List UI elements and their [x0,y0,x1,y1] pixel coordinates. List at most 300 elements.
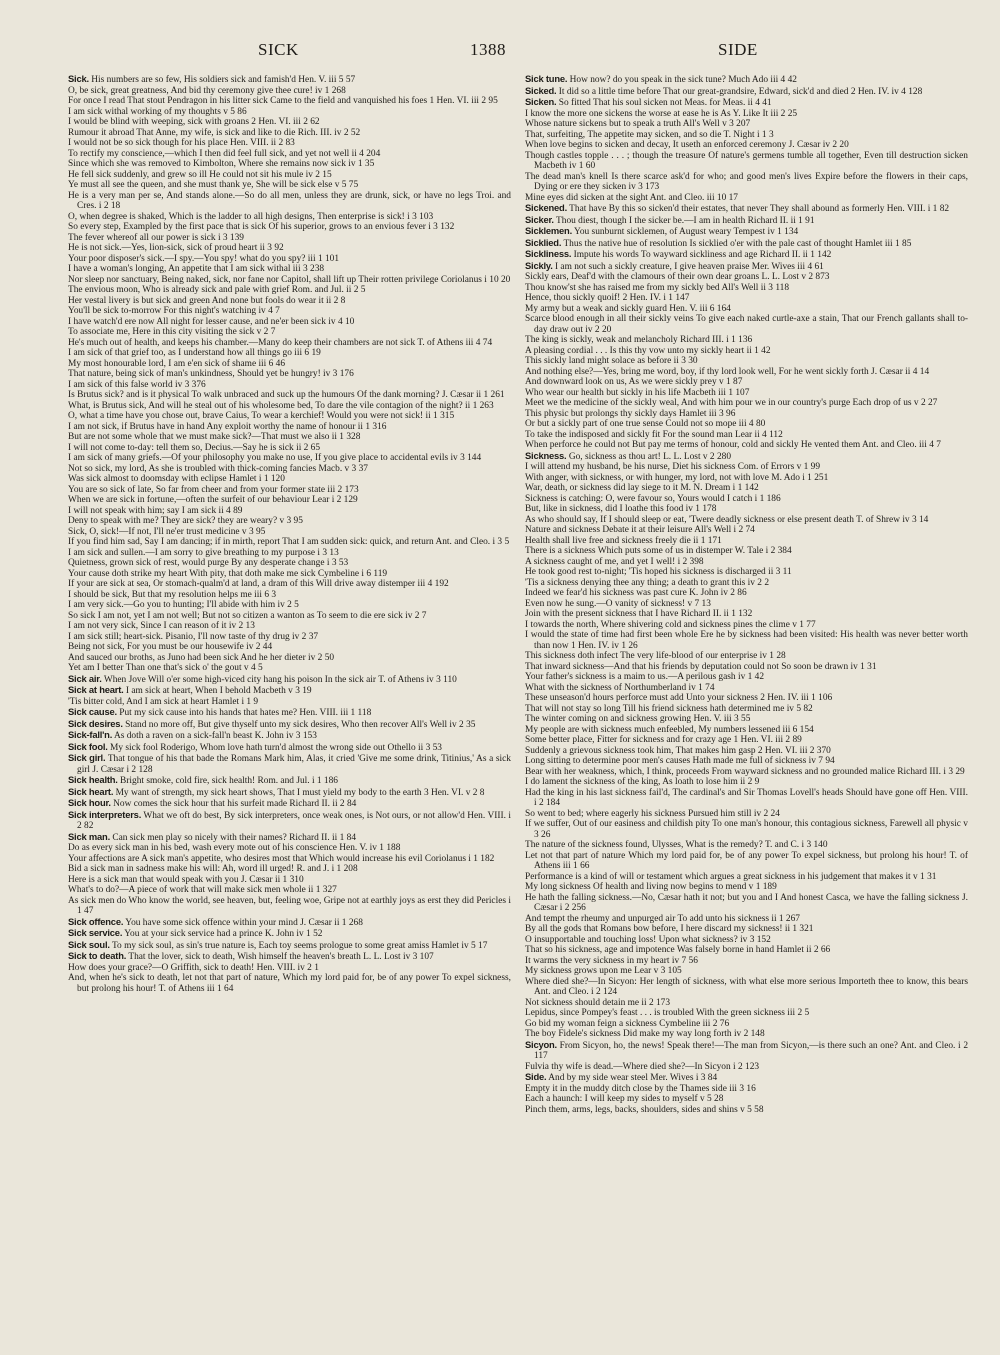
concordance-entry [68,107,511,118]
entry-quotation: I am sick of this false world iv 3 376 [68,379,206,390]
entry-quotation: I have watch'd ere now All night for lesser cause, and ne'er been sick iv 4 10 [68,316,355,327]
entry-quotation: Fulvia thy wife is dead.—Where died she?—In Sicyon i 2 123 [525,1061,760,1072]
concordance-entry [525,356,968,367]
concordance-entry [68,306,511,317]
concordance-entry [68,775,511,787]
entry-quotation: The nature of the sickness found, Ulysses, What is the remedy? T. and C. i 3 140 [525,840,828,850]
entry-headword: Sickliness. [525,248,572,259]
concordance-entry [68,753,511,775]
entry-quotation: Not sickness should detain me ii 2 173 [525,997,671,1008]
entry-quotation: To take the indisposed and sickly fit For the sound man Lear ii 4 112 [525,429,783,440]
entry-quotation: That have By this so sicken'd their estates, that never They shall abound as formerly Hen. VIII. i 1 82 [569,204,950,214]
entry-quotation: When love begins to sicken and decay, It useth an enforced ceremony J. Cæsar iv 2 20 [525,140,849,150]
entry-quotation: Or but a sickly part of one true sense Could not so mope iii 4 80 [525,419,766,429]
entry-quotation: Had the king in his last sickness fail'd, The cardinal's and Sir Thomas Lovell's heads Should have gone off Hen. VIII. i 2 184 [525,787,968,808]
entry-quotation: I do lament the sickness of the king, As loath to lose him ii 2 9 [525,777,760,787]
concordance-entry [68,411,511,422]
concordance-entry [68,951,511,963]
entry-headword: Sick. [68,74,89,84]
entry-quotation: My sick fool Roderigo, Whom love hath turn'd almost the wrong side out Othello ii 3 53 [110,742,442,753]
concordance-entry [68,685,511,697]
concordance-entry [525,567,968,578]
concordance-entry [525,140,968,151]
concordance-entry [525,494,968,505]
concordance-entry [68,390,511,401]
entry-quotation: Since which she was removed to Kimbolton, Where she remains now sick iv 1 35 [68,159,375,169]
entry-quotation: Health shall live free and sickness freely die ii 1 171 [525,535,722,546]
concordance-entry [525,546,968,557]
entry-quotation: My army but a weak and sickly guard Hen. V. iii 6 164 [525,303,731,314]
concordance-entry [68,380,511,391]
concordance-entry [68,317,511,328]
concordance-entry [68,663,511,674]
concordance-entry [525,462,968,473]
entry-quotation: Though castles topple . . . ; though the treasure Of nature's germens tumble all together, Even till destruction sicken Macbeth iv 1 60 [525,150,968,171]
entry-quotation: You sunburnt sicklemen, of August weary Tempest iv 1 134 [574,227,799,237]
concordance-entry [525,504,968,515]
concordance-entry [525,293,968,304]
entry-quotation: He hath the falling sickness.—No, Cæsar hath it not; but you and I And honest Casca, we have the falling sickness J. Cæsar i 2 256 [525,892,968,913]
concordance-entry [525,314,968,335]
concordance-entry [525,714,968,725]
entry-quotation: Thou know'st she has raised me from my sickly bed All's Well ii 3 118 [525,282,790,293]
entry-headword: Sicklied. [525,236,562,248]
concordance-entry [68,401,511,412]
entry-quotation: Meet we the medicine of the sickly weal, And with him pour we in our country's purge Each drop of us v 2 27 [525,398,938,408]
entry-quotation: I know the more one sickens the worse at ease he is As Y. Like It iii 2 25 [525,108,798,119]
entry-quotation: Impute his words To wayward sickliness and age Richard II. ii 1 142 [573,250,832,260]
page-number: 1388 [470,40,506,59]
entry-headword: Sick to death. [68,950,127,961]
concordance-entry [68,243,511,254]
concordance-entry [525,725,968,736]
entry-quotation: Who wear our health but sickly in his life Macbeth iii 1 107 [525,387,750,398]
entry-quotation: To rectify my conscience,—which I then did feel full sick, and yet not well ii 4 204 [68,148,381,159]
entry-quotation: I towards the north, Where shivering cold and sickness pines the clime v 1 77 [525,619,816,630]
entry-quotation: To associate me, Here in this city visiting the sick v 2 7 [68,327,276,337]
entry-quotation: Hence, thou sickly quoif! 2 Hen. IV. i 1 147 [525,293,690,303]
entry-quotation: I am sick at heart, When I behold Macbeth v 3 19 [125,686,312,696]
entry-quotation: That inward sickness—And that his friends by deputation could not So soon be drawn iv 1 31 [525,661,877,672]
concordance-entry [68,642,511,653]
concordance-entry [68,697,511,708]
entry-quotation: O insupportable and touching loss! Upon what sickness? iv 3 152 [525,934,771,945]
concordance-entry [525,1084,968,1095]
concordance-entry [68,854,511,865]
concordance-entry [68,264,511,275]
concordance-entry [68,128,511,139]
concordance-entry [68,600,511,611]
right-column [525,74,968,1339]
entry-quotation: What we oft do best, By sick interpreters, once weak ones, is Not ours, or not allow'd Hen. VIII. i 2 82 [77,810,511,831]
entry-quotation: What's to do?—A piece of work that will make sick men whole ii 1 327 [68,885,337,895]
concordance-entry [68,254,511,265]
entry-quotation: I am sick and sullen.—I am sorry to give breathing to my purpose i 3 13 [68,547,339,558]
entry-quotation: Yet am I better Than one that's sick o' the gout v 4 5 [68,663,263,673]
entry-quotation: Your poor disposer's sick.—I spy.—You spy! what do you spy? iii 1 101 [68,253,340,264]
concordance-entry [525,97,968,109]
entry-headword: Sick soul. [68,938,110,950]
entry-quotation: That the lover, sick to death, Wish himself the heaven's breath L. L. Lost iv 3 107 [128,952,434,962]
concordance-entry [68,138,511,149]
concordance-entry [68,864,511,875]
concordance-entry [525,388,968,399]
concordance-entry [68,928,511,940]
entry-quotation: Join with the present sickness that I have Richard II. ii 1 132 [525,609,753,619]
concordance-entry [525,193,968,204]
entry-quotation: Empty it in the muddy ditch close by the Thames side iii 3 16 [525,1083,756,1094]
concordance-entry [525,693,968,704]
concordance-entry [525,620,968,631]
entry-quotation: Suddenly a grievous sickness took him, That makes him gasp 2 Hen. VI. iii 2 370 [525,745,831,756]
entry-headword: Sick service. [68,927,123,938]
entry-headword: Sicked. [525,84,557,96]
concordance-entry [525,261,968,273]
entry-quotation: I will attend my husband, be his nurse, Diet his sickness Com. of Errors v 1 99 [525,462,821,472]
concordance-entry [525,473,968,484]
concordance-entry [525,346,968,357]
concordance-entry [68,527,511,538]
concordance-entry [68,537,511,548]
header-left-word: SICK [258,40,299,59]
concordance-entry [68,787,511,799]
entry-quotation: Deny to speak with me? They are sick? they are weary? v 3 95 [68,516,303,526]
entry-quotation: Sickness is catching: O, were favour so, Yours would I catch i 1 186 [525,493,781,504]
concordance-entry [525,86,968,98]
entry-quotation: 'Tis a sickness denying thee any thing; a death to grant this iv 2 2 [525,577,770,588]
concordance-entry [68,338,511,349]
concordance-entry [525,557,968,568]
entry-quotation: It did so a little time before That our great-grandsire, Edward, sick'd and died 2 Hen. IV. iv 4 128 [558,86,923,97]
concordance-entry [525,172,968,193]
concordance-entry [525,924,968,935]
concordance-entry [525,130,968,141]
entry-quotation: He took good rest to-night; 'Tis hoped his sickness is discharged ii 3 11 [525,567,792,577]
entry-quotation: Nature and sickness Debate it at their leisure All's Well i 2 74 [525,525,755,535]
entry-headword: Sicyon. [525,1038,557,1050]
entry-quotation: Being not sick, For you must be our housewife iv 2 44 [68,642,273,652]
entry-quotation: Pinch them, arms, legs, backs, shoulders, sides and shins v 5 58 [525,1104,764,1115]
entry-quotation: My sickness grows upon me Lear v 3 105 [525,966,682,976]
concordance-entry [525,377,968,388]
concordance-entry [525,367,968,378]
entry-headword: Sick fool. [68,740,108,752]
concordance-entry [525,819,968,840]
concordance-entry [68,940,511,952]
entry-quotation: Thou diest, though I the sicker be.—I am in health Richard II. ii 1 91 [556,215,815,226]
entry-quotation: Rumour it abroad That Anne, my wife, is sick and like to die Rich. III. iv 2 52 [68,127,361,138]
entry-headword: Sick health. [68,774,118,785]
entry-quotation: Long sitting to determine poor men's causes Hath made me full of sickness iv 7 94 [525,756,835,766]
entry-quotation: I am very sick.—Go you to hunting; I'll abide with him iv 2 5 [68,600,299,610]
concordance-entry [68,285,511,296]
concordance-entry [68,485,511,496]
entry-quotation: He's much out of health, and keeps his chamber.—Many do keep their chambers are not sick T. of Athens iii 4 74 [68,337,493,348]
entry-headword: Sick air. [68,672,102,684]
entry-quotation: Even now he sung.—O vanity of sickness! v 7 13 [525,598,711,609]
concordance-entry [525,1062,968,1073]
concordance-entry [68,432,511,443]
concordance-entry [525,203,968,215]
entry-quotation: My people are with sickness much enfeebled, My numbers lessened iii 6 154 [525,724,814,735]
concordance-entry [68,742,511,754]
concordance-entry [525,935,968,946]
header-right-word: SIDE [718,40,758,59]
concordance-entry [525,1029,968,1040]
entry-quotation: I would not be so sick though for his place Hen. VIII. ii 2 83 [68,138,295,148]
concordance-entry [525,515,968,526]
entry-quotation: From Sicyon, ho, the news! Speak there!—The man from Sicyon,—is there such an one? Ant. and Cleo. i 2 117 [534,1040,968,1061]
entry-quotation: A pleasing cordial . . . Is this thy vow unto my sickly heart ii 1 42 [525,345,771,356]
entry-quotation: I am sick still; heart-sick. Pisanio, I'll now taste of thy drug iv 2 37 [68,631,319,642]
concordance-entry [68,275,511,286]
entry-quotation: Quietness, grown sick of rest, would purge By any desperate change i 3 53 [68,558,349,568]
entry-quotation: Mine eyes did sicken at the sight Ant. and Cleo. iii 10 17 [525,192,738,203]
entry-headword: Sicker. [525,213,554,225]
entry-quotation: So every step, Exampled by the first pace that is sick Of his superior, grows to an envious fever i 3 132 [68,222,455,232]
concordance-entry [525,483,968,494]
entry-quotation: 'Tis bitter cold, And I am sick at heart Hamlet i 1 9 [68,696,259,707]
entry-quotation: This physic but prolongs thy sickly days Hamlet iii 3 96 [525,408,736,419]
concordance-entry [525,1008,968,1019]
concordance-entry [525,966,968,977]
concordance-entry [525,977,968,998]
concordance-entry [68,896,511,917]
concordance-entry [68,875,511,886]
concordance-entry [525,672,968,683]
entry-quotation: These unseason'd hours perforce must add Unto your sickness 2 Hen. IV. iii 1 106 [525,693,833,703]
concordance-entry [525,599,968,610]
entry-quotation: That nature, being sick of man's unkindness, Should yet be hungry! iv 3 176 [68,369,354,379]
entry-quotation: Here is a sick man that would speak with you J. Cæsar ii 1 310 [68,874,304,885]
entry-quotation: It warms the very sickness in my heart iv 7 56 [525,955,698,966]
concordance-entry [68,885,511,896]
entry-quotation: O, when degree is shaked, Which is the ladder to all high designs, Then enterprise is sick! i 3 103 [68,211,434,222]
entry-quotation: By all the gods that Romans bow before, I here discard my sickness! ii 1 321 [525,924,814,934]
entry-headword: Sick at heart. [68,684,124,695]
entry-quotation: Was sick almost to doomsday with eclipse Hamlet i 1 120 [68,474,285,484]
concordance-entry [525,704,968,715]
concordance-entry [68,180,511,191]
entry-quotation: When perforce he could not But pay me terms of honour, cold and sickly He vented them Ant. and Cleo. iii 4 7 [525,440,941,450]
concordance-entry [525,809,968,820]
concordance-entry [525,119,968,130]
left-column [68,74,511,1339]
entry-quotation: If your are sick at sea, Or stomach-qualm'd at land, a dram of this Will drive away distemper iii 4 192 [68,579,449,589]
entry-quotation: And by my side wear steel Mer. Wives i 3 84 [548,1073,718,1083]
concordance-entry [525,238,968,250]
concordance-entry [525,409,968,420]
entry-quotation: I am sick withal working of my thoughts v 5 86 [68,106,247,117]
concordance-entry [68,832,511,844]
entry-quotation: I have a woman's longing, An appetite that I am sick withal iii 3 238 [68,264,325,274]
entry-headword: Sick hour. [68,797,111,808]
concordance-entry [68,159,511,170]
concordance-entry [68,653,511,664]
concordance-entry [68,359,511,370]
entry-quotation: As who should say, If I should sleep or eat, 'Twere deadly sickness or else present death T. of Shrew iv 3 14 [525,514,929,525]
concordance-entry [68,569,511,580]
entry-quotation: That, surfeiting, The appetite may sicken, and so die T. Night i 1 3 [525,129,774,140]
entry-quotation: The king is sickly, weak and melancholy Richard III. i 1 136 [525,335,753,345]
concordance-entry [68,963,511,974]
entry-quotation: Indeed we fear'd his sickness was past cure K. John iv 2 86 [525,588,747,598]
concordance-entry [68,707,511,719]
entry-headword: Side. [525,1071,547,1082]
concordance-entry [525,215,968,227]
entry-quotation: I should be sick, But that my resolution helps me iii 6 3 [68,589,277,600]
concordance-entry [525,1072,968,1084]
entry-quotation: You at your sick service had a prince K. John iv 1 52 [124,929,323,939]
concordance-entry [68,730,511,742]
entry-quotation: War, death, or sickness did lay siege to it M. N. Dream i 1 142 [525,483,759,493]
concordance-entry [68,719,511,731]
entry-quotation: His numbers are so few, His soldiers sick and famish'd Hen. V. iii 5 57 [91,75,356,85]
concordance-entry [525,74,968,86]
concordance-entry [68,621,511,632]
page-header [0,40,1000,70]
entry-quotation: I am sick of many griefs.—Of your philosophy you make no use, If you give place to accidental evils iv 3 144 [68,453,482,463]
entry-headword: Sick man. [68,830,110,842]
concordance-entry [525,249,968,261]
concordance-entry [525,840,968,851]
entry-quotation: Go bid my woman feign a sickness Cymbeline iii 2 76 [525,1018,730,1029]
entry-quotation: So fitted That his soul sicken not Meas. for Meas. ii 4 41 [558,98,772,108]
entry-quotation: The fever whereof all our power is sick i 3 139 [68,232,244,243]
entry-quotation: That so his sickness, age and impotence Was falsely borne in hand Hamlet ii 2 66 [525,945,831,955]
entry-quotation: But are not some whole that we must make sick?—That must we also ii 1 328 [68,432,361,442]
concordance-entry [525,777,968,788]
concordance-entry [525,283,968,294]
entry-quotation: Each a haunch: I will keep my sides to myself v 5 28 [525,1094,724,1104]
entry-quotation: Bright smoke, cold fire, sick health! Rom. and Jul. i 1 186 [120,776,338,786]
entry-quotation: When we are sick in fortune,—often the surfeit of our behaviour Lear i 2 129 [68,495,358,505]
entry-quotation: This sickness doth infect The very life-blood of our enterprise iv 1 28 [525,651,786,661]
entry-quotation: He fell sick suddenly, and grew so ill He could not sit his mule iv 2 15 [68,169,332,180]
concordance-entry [525,872,968,883]
entry-quotation: But, like in sickness, did I loathe this food iv 1 178 [525,504,717,514]
entry-quotation: Can sick men play so nicely with their names? Richard II. ii 1 84 [112,832,357,843]
concordance-entry [525,588,968,599]
concordance-entry [68,74,511,86]
concordance-columns [68,74,968,1339]
entry-quotation: What with the sickness of Northumberland iv 1 74 [525,682,715,693]
concordance-entry [525,440,968,451]
entry-quotation: That tongue of his that bade the Romans Mark him, Alas, it cried 'Give me some drink, Titinius,' As a sick girl J. Cæsar i 2 128 [77,754,511,775]
entry-quotation: There is a sickness Which puts some of us in distemper W. Tale i 2 384 [525,546,792,556]
entry-quotation: So went to bed; where eagerly his sickness Pursued him still iv 2 24 [525,808,780,819]
concordance-entry [68,233,511,244]
concordance-entry [525,335,968,346]
entry-headword: Sick-fall'n. [68,729,113,740]
entry-quotation: I am not very sick, Since I can reason of it iv 2 13 [68,621,255,631]
concordance-entry [68,558,511,569]
entry-quotation: Sick, O, sick!—If not, I'll ne'er trust medicine v 3 95 [68,526,266,537]
entry-quotation: I am not sick, if Brutus have in hand Any exploit worthy the name of honour ii 1 316 [68,421,387,432]
entry-quotation: Sickly ears, Deaf'd with the clamours of their own dear groans L. L. Lost v 2 873 [525,272,830,282]
concordance-entry [68,191,511,212]
concordance-entry [68,810,511,832]
entry-headword: Sicklemen. [525,225,572,236]
concordance-entry [525,525,968,536]
concordance-entry [525,536,968,547]
entry-quotation: My most honourable lord, I am e'en sick of shame iii 6 46 [68,358,286,369]
concordance-entry [525,735,968,746]
entry-quotation: Now comes the sick hour that his surfeit made Richard II. ii 2 84 [113,799,357,809]
concordance-entry [68,327,511,338]
concordance-entry [525,914,968,925]
concordance-entry [525,767,968,778]
concordance-entry [525,893,968,914]
concordance-entry [525,882,968,893]
entry-quotation: And, when he's sick to death, let not that part of nature, Which my lord paid for, be of any power To expel sickness, but prolong his hour! T. of Athens iii 1 64 [68,973,511,994]
concordance-entry [68,96,511,107]
entry-quotation: Whose nature sickens but to speak a truth All's Well v 3 207 [525,119,751,129]
entry-quotation: You have some sick offence within your mind J. Cæsar ii 1 268 [125,917,363,928]
concordance-entry [525,1105,968,1116]
entry-headword: Sick girl. [68,752,106,763]
entry-quotation: I am not such a sickly creature, I give heaven praise Mer. Wives iii 4 61 [554,261,824,272]
concordance-entry [68,674,511,686]
entry-quotation: O, be sick, great greatness, And bid thy ceremony give thee cure! iv 1 268 [68,85,346,96]
entry-quotation: The envious moon, Who is already sick and pale with grief Rom. and Jul. ii 2 5 [68,285,366,295]
entry-headword: Sicken. [525,96,557,107]
entry-headword: Sickness. [525,449,567,461]
concordance-entry [68,632,511,643]
concordance-entry [68,422,511,433]
concordance-entry [68,464,511,475]
entry-quotation: The winter coming on and sickness growing Hen. V. iii 3 55 [525,714,751,724]
entry-quotation: Your father's sickness is a maim to us.—A perilous gash iv 1 42 [525,672,765,682]
entry-quotation: I would be blind with weeping, sick with groans 2 Hen. VI. iii 2 62 [68,117,320,127]
entry-quotation: My want of strength, my sick heart shows, That I must yield my body to the earth 3 Hen. VI. v 2 8 [115,787,485,798]
entry-headword: Sick heart. [68,785,114,797]
concordance-entry [525,683,968,694]
concordance-entry [525,945,968,956]
entry-quotation: And downward look on us, As we were sickly prey v 1 87 [525,377,743,387]
concordance-entry [525,746,968,757]
entry-quotation: Bear with her weakness, which, I think, proceeds From wayward sickness and no grounded malice Richard III. i 3 29 [525,766,965,777]
concordance-entry [525,419,968,430]
entry-headword: Sick desires. [68,717,123,729]
concordance-entry [68,590,511,601]
entry-quotation: Do as every sick man in his bed, wash every mote out of his conscience Hen. V. iv 1 188 [68,843,401,853]
entry-quotation: I will not speak with him; say I am sick ii 4 89 [68,505,243,516]
entry-quotation: Put my sick cause into his hands that hates me? Hen. VIII. iii 1 118 [119,708,372,718]
entry-quotation: What, is Brutus sick, And will he steal out of his wholesome bed, To dare the vile contagion of the night? ii 1 263 [68,400,494,411]
concordance-entry [525,662,968,673]
entry-quotation: O, what a time have you chose out, brave Caius, To wear a kerchief! Would you were not sick! ii 1 315 [68,411,455,421]
concordance-entry [68,212,511,223]
entry-quotation: You'll be sick to-morrow For this night's watching iv 4 7 [68,306,280,316]
entry-quotation: Ye must all see the queen, and she must thank ye, She will be sick else v 5 75 [68,180,359,190]
concordance-entry [68,516,511,527]
concordance-entry [68,474,511,485]
concordance-entry [68,579,511,590]
entry-quotation: If we suffer, Out of our easiness and childish pity To one man's honour, this contagious sickness, Farewell all physic v 3 26 [525,819,968,840]
entry-quotation: Lepidus, since Pompey's feast . . . is troubled With the green sickness iii 2 5 [525,1008,810,1018]
entry-quotation: And nothing else?—Yes, bring me word, boy, if thy lord look well, For he went sickly forth J. Cæsar ii 4 14 [525,366,930,377]
concordance-entry [525,272,968,283]
entry-quotation: Stand no more off, But give thyself unto my sick desires, Who then recover All's Well iv 2 35 [125,719,476,730]
concordance-entry [68,548,511,559]
concordance-entry [68,348,511,359]
entry-quotation: When Jove Will o'er some high-viced city hang his poison In the sick air T. of Athens iv 3 110 [103,674,457,685]
entry-quotation: Scarce blood enough in all their sickly veins To give each naked curtle-axe a stain, That our French gallants shall to-day draw out iv 2 20 [525,314,968,335]
entry-quotation: I would the state of time had first been whole Ere he by sickness had been visited: His health was never better worth than now 1 Hen. IV. iv 1 26 [525,630,968,651]
concordance-entry [68,506,511,517]
entry-quotation: He is a very man per se, And stands alone.—So do all men, unless they are drunk, sick, or have no legs Troi. and Cres. i 2 18 [68,190,511,211]
